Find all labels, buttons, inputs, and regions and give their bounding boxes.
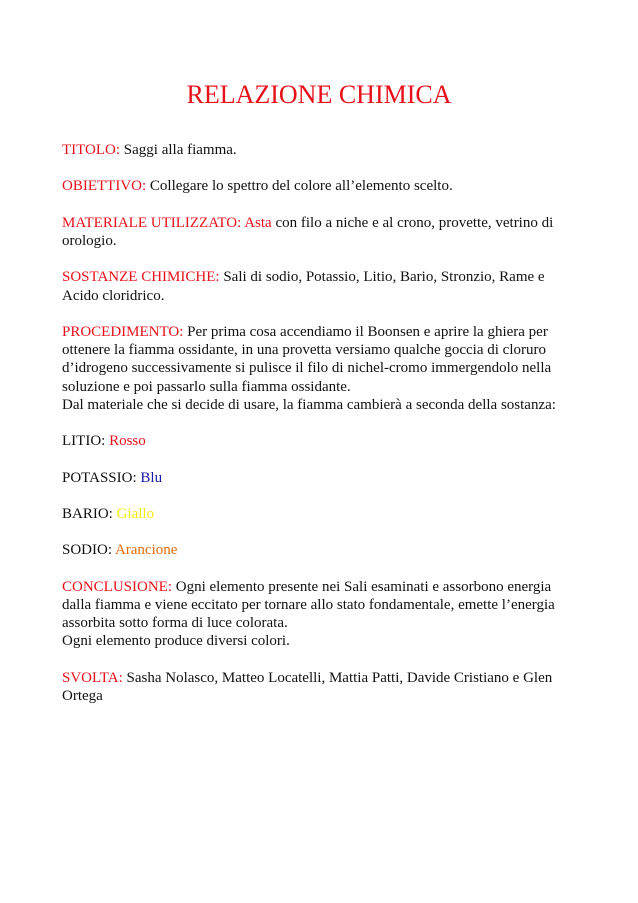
obiettivo-label: OBIETTIVO:	[62, 178, 147, 195]
section-titolo	[62, 141, 562, 159]
color-label: LITIO:	[62, 433, 110, 450]
conclusione-text: Ogni elemento presente nei Sali esaminati e assorbono energia dalla fiamma e viene eccitato per tornare allo stato fondamentale, emette l’energia assorbita sotto forma di luce colorata.	[62, 578, 555, 632]
svolta-text: Sasha Nolasco, Matteo Locatelli, Mattia Patti, Davide Cristiano e Glen Ortega	[62, 669, 553, 704]
sostanze-text: Sali di sodio, Potassio, Litio, Bario, Stronzio, Rame e Acido cloridrico.	[62, 269, 545, 304]
color-label: BARIO:	[62, 505, 117, 522]
color-item-bario	[62, 505, 562, 523]
section-procedimento	[62, 323, 562, 414]
procedimento-text-2: Dal materiale che si decide di usare, la fiamma cambierà a seconda della sostanza:	[62, 396, 556, 413]
document-body	[62, 141, 562, 723]
color-value: Rosso	[109, 433, 146, 450]
procedimento-label: PROCEDIMENTO:	[62, 323, 184, 340]
section-svolta	[62, 669, 562, 705]
titolo-text: Saggi alla fiamma.	[120, 142, 237, 158]
materiale-text: con filo a niche e al crono, provette, vetrino di orologio.	[62, 214, 554, 249]
procedimento-text: Per prima cosa accendiamo il Boonsen e aprire la ghiera per ottenere la fiamma ossidante, in una provetta versiamo qualche goccia di cloruro d’idrogeno successivamente si pulisce il filo di nichel-cromo immergendolo nella soluzione e poi passarlo sulla fiamma ossidante.	[62, 323, 552, 395]
materiale-label: MATERIALE UTILIZZATO: Asta	[62, 214, 272, 231]
conclusione-label: CONCLUSIONE:	[62, 578, 173, 595]
color-item-potassio	[62, 469, 562, 487]
section-materiale	[62, 214, 562, 250]
conclusione-text-2: Ogni elemento produce diversi colori.	[62, 633, 290, 650]
color-item-sodio	[62, 541, 562, 559]
color-value: Blu	[140, 469, 163, 486]
section-obiettivo	[62, 177, 562, 195]
sostanze-label: SOSTANZE CHIMICHE:	[62, 269, 220, 286]
document-title: RELAZIONE CHIMICA	[186, 80, 452, 109]
color-label: POTASSIO:	[62, 469, 141, 486]
color-value: Arancione	[114, 542, 178, 559]
titolo-label: TITOLO:	[62, 142, 121, 158]
color-label: SODIO:	[62, 542, 115, 559]
section-conclusione	[62, 578, 562, 651]
color-item-litio	[62, 432, 562, 450]
section-sostanze	[62, 268, 562, 304]
svolta-label: SVOLTA:	[62, 669, 123, 686]
obiettivo-text: Collegare lo spettro del colore all’elemento scelto.	[146, 178, 453, 195]
color-value: Giallo	[116, 505, 155, 522]
